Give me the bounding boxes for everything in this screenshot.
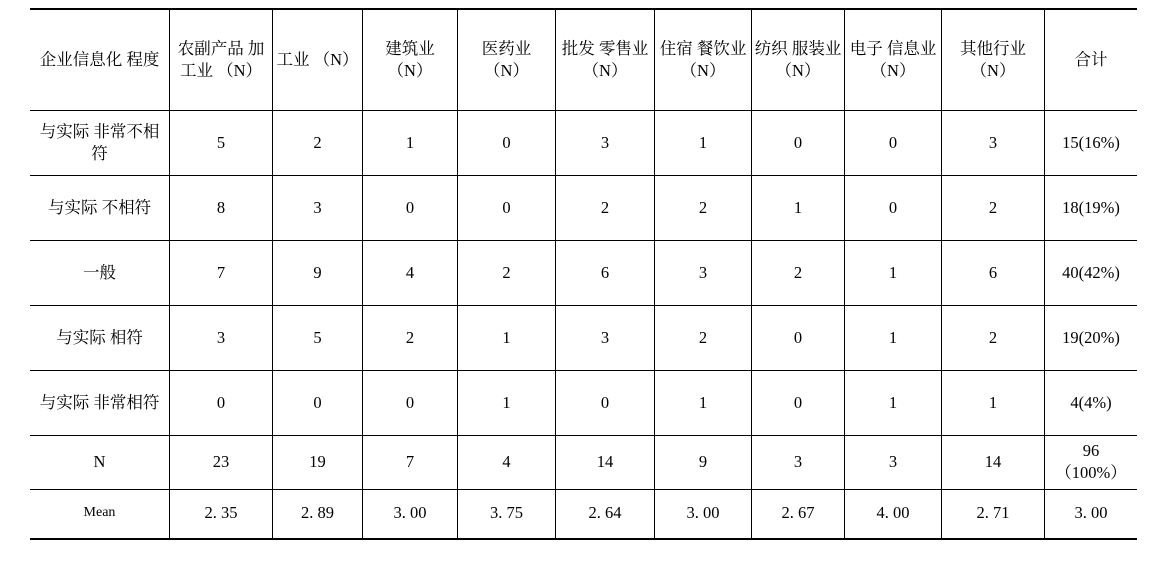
row-label [30, 371, 170, 436]
cell-value: 14 [556, 436, 655, 490]
row-label-line: 非常相符 [93, 392, 160, 412]
header-line: 电子 [849, 38, 883, 58]
column-header-construction [363, 9, 458, 111]
cell-value: 3 [556, 306, 655, 371]
cell-value: 3. 00 [655, 489, 752, 539]
cell-value: 2. 35 [170, 489, 273, 539]
header-line: 其他行业 [960, 38, 1026, 58]
cell-value: 2. 89 [273, 489, 363, 539]
cell-value: 2. 64 [556, 489, 655, 539]
cell-value: 9 [273, 241, 363, 306]
cell-value: 2 [458, 241, 556, 306]
cell-total-line: 19(20%) [1062, 327, 1120, 347]
cell-total-line: 40(42%) [1062, 262, 1120, 282]
cell-value: 0 [363, 176, 458, 241]
row-label [30, 241, 170, 306]
header-line: 信息业 [886, 38, 937, 58]
header-line: （N） [680, 61, 726, 80]
cell-value: 2 [363, 306, 458, 371]
cell-total-line: 18(19%) [1062, 197, 1120, 217]
cell-value: 0 [556, 371, 655, 436]
cell-value: 1 [942, 371, 1045, 436]
cell-value: 2 [942, 306, 1045, 371]
cell-value: 1 [363, 111, 458, 176]
cell-value: 1 [655, 111, 752, 176]
cell-value: 14 [942, 436, 1045, 490]
cell-value: 0 [845, 176, 942, 241]
cell-value: 0 [363, 371, 458, 436]
cell-value: 0 [752, 111, 845, 176]
cell-value: 5 [170, 111, 273, 176]
cell-total [1045, 111, 1138, 176]
column-header-other-industries [942, 9, 1045, 111]
header-line: 批发 [561, 38, 595, 58]
cell-value: 6 [556, 241, 655, 306]
cell-value: 2 [655, 306, 752, 371]
table-row [30, 111, 1137, 176]
header-line: 服装业 [791, 38, 842, 58]
cell-value: 4 [363, 241, 458, 306]
cell-value: 2 [655, 176, 752, 241]
row-label [30, 436, 170, 490]
table-body [30, 111, 1137, 539]
row-label [30, 176, 170, 241]
column-header-pharmaceutical [458, 9, 556, 111]
table-row-n [30, 436, 1137, 490]
row-label [30, 489, 170, 539]
cell-value: 0 [845, 111, 942, 176]
row-label-line: 非常不相符 [91, 121, 160, 163]
header-line: 工业 [276, 49, 310, 69]
header-line: 餐饮业 [696, 38, 747, 58]
header-line: 企业信息化 [39, 49, 123, 69]
column-header-electronics-it [845, 9, 942, 111]
row-label [30, 111, 170, 176]
header-line: 零售业 [598, 38, 649, 58]
cell-value: 4 [458, 436, 556, 490]
header-line: 加工业 [179, 38, 265, 80]
cell-value: 2 [556, 176, 655, 241]
row-label-line: 与实际 [39, 121, 90, 141]
table-header [30, 9, 1137, 111]
row-label [30, 306, 170, 371]
cell-value: 3 [655, 241, 752, 306]
cell-value: 1 [845, 241, 942, 306]
cell-value: 19 [273, 436, 363, 490]
cell-value: 5 [273, 306, 363, 371]
cell-value: 2 [942, 176, 1045, 241]
row-label-line: 相符 [109, 327, 143, 347]
row-label-line: Mean [83, 505, 116, 521]
cell-value: 3 [170, 306, 273, 371]
statistics-table [30, 8, 1137, 540]
header-line: 建筑业 [385, 38, 435, 58]
cell-value: 4. 00 [845, 489, 942, 539]
header-line: 合计 [1074, 49, 1108, 69]
cell-value: 1 [458, 306, 556, 371]
column-header-hospitality-catering [655, 9, 752, 111]
row-label-line: 一般 [83, 262, 116, 282]
column-header-industry [273, 9, 363, 111]
cell-value: 0 [752, 306, 845, 371]
cell-value: 3. 75 [458, 489, 556, 539]
cell-value: 0 [752, 371, 845, 436]
cell-total-line: 3. 00 [1074, 503, 1108, 523]
header-line: （N） [387, 61, 433, 80]
cell-value: 6 [942, 241, 1045, 306]
cell-total-line: （100%） [1055, 463, 1127, 483]
column-header-enterprise-informatization [30, 9, 170, 111]
cell-value: 9 [655, 436, 752, 490]
row-label-line: 与实际 [47, 197, 98, 217]
cell-value: 1 [845, 306, 942, 371]
row-label-line: N [93, 452, 106, 472]
table-row [30, 241, 1137, 306]
header-line: （N） [870, 61, 916, 80]
cell-value: 1 [845, 371, 942, 436]
column-header-agri-processing [170, 9, 273, 111]
header-line: 纺织 [754, 38, 788, 58]
table-row [30, 371, 1137, 436]
table-row-mean [30, 489, 1137, 539]
cell-value: 1 [458, 371, 556, 436]
cell-total-line: 15(16%) [1062, 132, 1120, 152]
cell-value: 0 [458, 111, 556, 176]
cell-value: 7 [363, 436, 458, 490]
cell-value: 3 [556, 111, 655, 176]
row-label-line: 与实际 [39, 392, 90, 412]
cell-value: 3 [845, 436, 942, 490]
table-row [30, 306, 1137, 371]
cell-value: 3 [273, 176, 363, 241]
column-header-total [1045, 9, 1138, 111]
header-line: （N） [582, 61, 628, 80]
cell-value: 3 [942, 111, 1045, 176]
document-page [0, 8, 1153, 581]
cell-total [1045, 489, 1138, 539]
header-line: （N） [217, 61, 263, 80]
table-header-row [30, 9, 1137, 111]
header-line: （N） [313, 49, 359, 69]
cell-value: 1 [752, 176, 845, 241]
table-row [30, 176, 1137, 241]
header-line: （N） [484, 61, 529, 80]
cell-value: 0 [458, 176, 556, 241]
cell-total [1045, 371, 1138, 436]
header-line: 农副产品 [177, 38, 244, 58]
cell-total-line: 4(4%) [1070, 392, 1112, 412]
cell-value: 23 [170, 436, 273, 490]
cell-total [1045, 241, 1138, 306]
cell-value: 3 [752, 436, 845, 490]
cell-total [1045, 176, 1138, 241]
header-line: （N） [970, 61, 1016, 80]
cell-value: 7 [170, 241, 273, 306]
cell-value: 2 [273, 111, 363, 176]
row-label-line: 与实际 [56, 327, 106, 347]
cell-value: 8 [170, 176, 273, 241]
cell-value: 3. 00 [363, 489, 458, 539]
cell-total-line: 96 [1082, 441, 1100, 460]
cell-total [1045, 436, 1138, 490]
cell-value: 2. 67 [752, 489, 845, 539]
cell-value: 0 [273, 371, 363, 436]
cell-total [1045, 306, 1138, 371]
row-label-line: 不相符 [101, 197, 152, 217]
header-line: 医药业 [481, 38, 532, 58]
header-line: 住宿 [659, 38, 693, 58]
column-header-textile-apparel [752, 9, 845, 111]
cell-value: 0 [170, 371, 273, 436]
header-line: （N） [775, 61, 821, 80]
column-header-wholesale-retail [556, 9, 655, 111]
cell-value: 2 [752, 241, 845, 306]
cell-value: 2. 71 [942, 489, 1045, 539]
header-line: 程度 [126, 49, 160, 69]
cell-value: 1 [655, 371, 752, 436]
